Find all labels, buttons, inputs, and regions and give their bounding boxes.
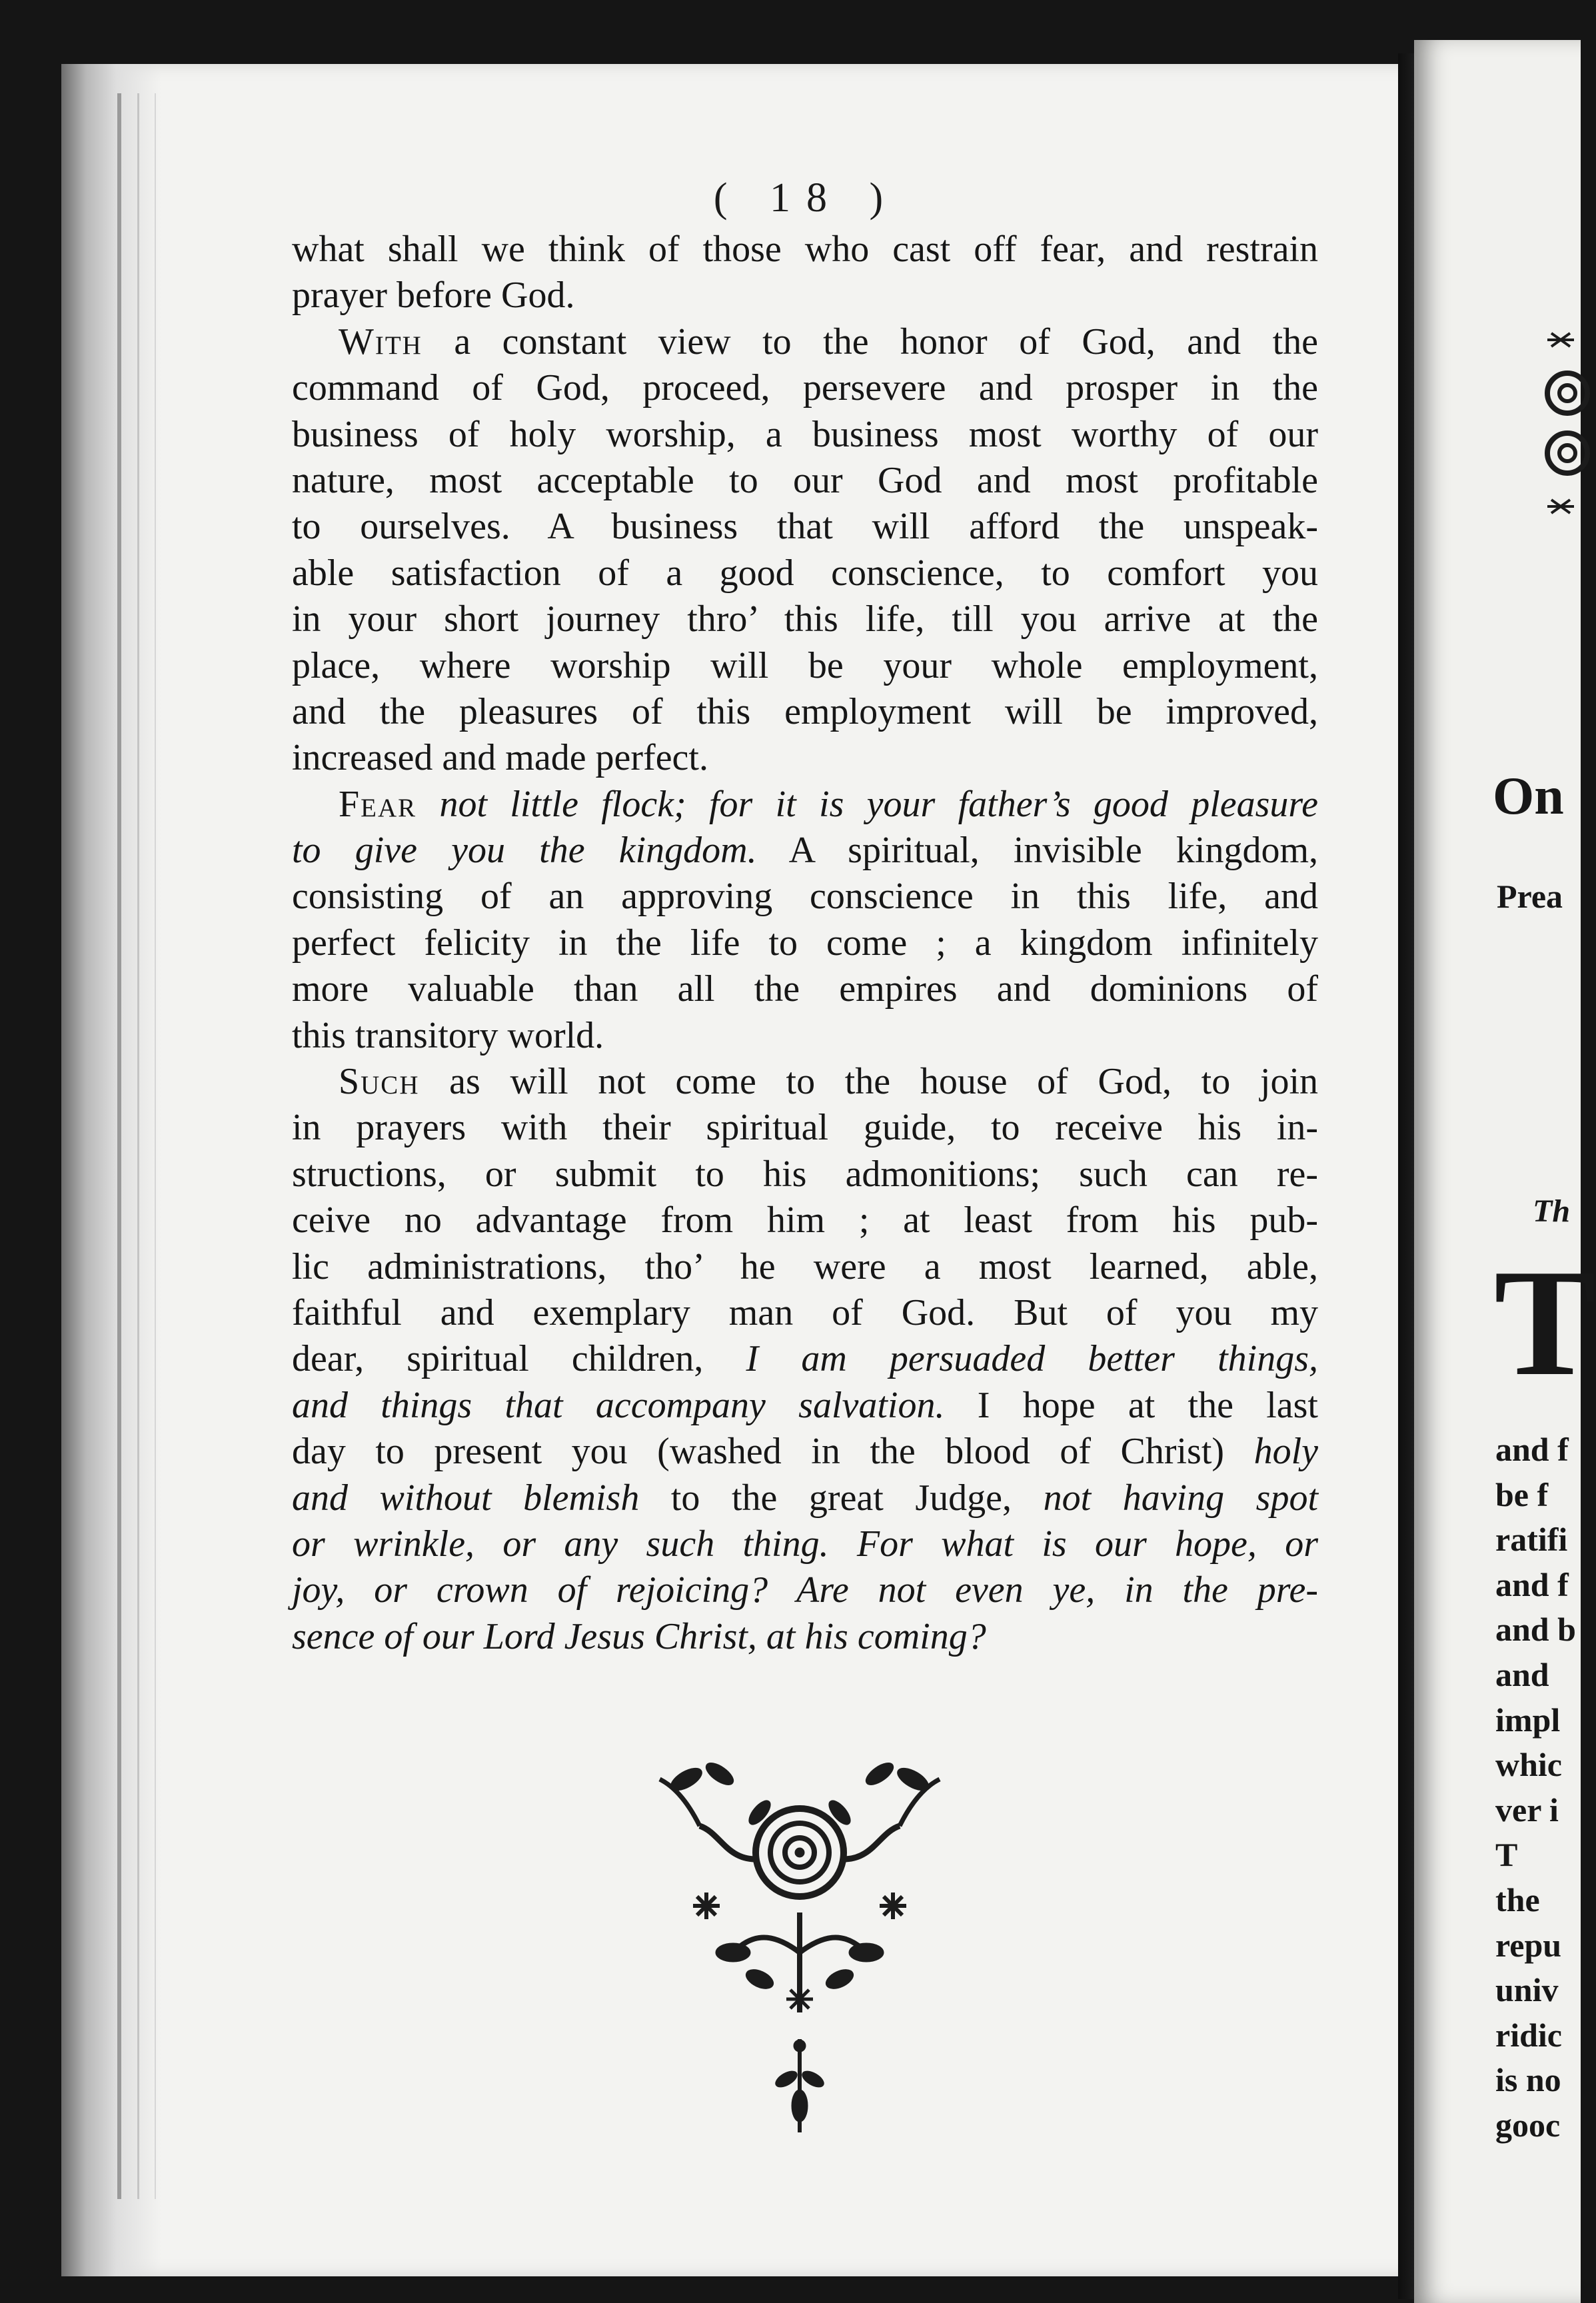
text-line: [292, 1244, 1318, 1290]
text-line: [292, 966, 1318, 1012]
italic-text: or wrinkle, or any such thing. For what is our hope, or: [292, 1523, 1318, 1565]
right-page-line: ver i: [1495, 1791, 1559, 1829]
text-line: [292, 1290, 1318, 1336]
text-line: [292, 365, 1318, 411]
text-segment: able satisfaction of a good conscience, to comfort you: [292, 552, 1318, 594]
text-line: [292, 504, 1318, 550]
text-segment: perfect felicity in the life to come ; a kingdom infinitely: [292, 922, 1318, 964]
floral-ornament: [660, 1759, 940, 2172]
right-page-italic-fragment: Th: [1533, 1193, 1571, 1229]
drop-cap: T: [1494, 1237, 1596, 1407]
body-text: [292, 227, 1318, 1660]
text-segment: nature, most acceptable to our God and most profitable: [292, 459, 1318, 501]
text-segment: lic administrations, tho’ he were a most learned, able,: [292, 1245, 1318, 1287]
text-line: [292, 1475, 1318, 1521]
right-page-line: ratifi: [1495, 1521, 1568, 1559]
right-page-subheading: Prea: [1497, 878, 1563, 915]
page-edge-line: [117, 93, 121, 2199]
text-segment: in prayers with their spiritual guide, to receive his in-: [292, 1107, 1318, 1149]
text-segment: to ourselves. A business that will afford the unspeak-: [292, 506, 1318, 548]
binding-edge: [61, 64, 161, 2276]
right-page-line: be f: [1495, 1475, 1549, 1513]
italic-text: and without blemish: [292, 1477, 640, 1519]
text-segment: day to present you (washed in the blood of Christ): [292, 1431, 1254, 1473]
right-page-line: ridic: [1495, 2016, 1562, 2054]
italic-text: joy, or crown of rejoicing? Are not even ye, in the pre-: [292, 1569, 1318, 1611]
text-segment: to the great Judge,: [639, 1477, 1044, 1519]
text-line: [292, 273, 1318, 319]
text-line: [292, 689, 1318, 735]
italic-text: not having spot: [1043, 1477, 1319, 1519]
italic-text: to give you the kingdom.: [292, 830, 757, 872]
text-segment: structions, or submit to his admonitions; such can re-: [292, 1153, 1318, 1195]
text-line: [292, 412, 1318, 458]
text-line: [292, 643, 1318, 689]
text-line: [292, 596, 1318, 642]
text-segment: this transitory world.: [292, 1014, 604, 1056]
page-edge-line: [137, 93, 139, 2199]
right-page-ornament: [1541, 333, 1581, 520]
text-segment: faithful and exemplary man of God. But of you my: [292, 1291, 1318, 1333]
text-line: [292, 1383, 1318, 1429]
italic-text: I am persuaded better things,: [746, 1338, 1319, 1380]
text-line: [292, 1105, 1318, 1151]
right-page-line: whic: [1495, 1746, 1562, 1784]
right-page-heading: On: [1493, 767, 1564, 826]
right-page-line: and f: [1495, 1565, 1569, 1603]
text-line: [292, 1059, 1318, 1105]
right-page-text: [1495, 1427, 1576, 2148]
text-line: [292, 1567, 1318, 1613]
text-segment: ceive no advantage from him ; at least from his pub-: [292, 1199, 1318, 1241]
right-page-line: and b: [1495, 1611, 1576, 1649]
page-edge-line: [155, 93, 156, 2199]
text-segment: increased and made perfect.: [292, 737, 708, 779]
text-segment: prayer before God.: [292, 275, 575, 317]
text-line: [292, 1429, 1318, 1475]
text-segment: in your short journey thro’ this life, till you arrive at the: [292, 598, 1318, 640]
text-line: [292, 1336, 1318, 1382]
text-line: [292, 227, 1318, 273]
text-segment: dear, spiritual children,: [292, 1338, 746, 1380]
text-line: [292, 319, 1318, 365]
text-line: [292, 920, 1318, 966]
text-line: [292, 1152, 1318, 1197]
right-page-line: gooc: [1495, 2106, 1561, 2144]
text-segment: as will not come to the house of God, to join: [419, 1061, 1318, 1103]
right-page-line: impl: [1495, 1701, 1561, 1739]
text-segment: A spiritual, invisible kingdom,: [756, 830, 1318, 872]
text-segment: I hope at the last: [944, 1384, 1318, 1426]
text-segment: a constant view to the honor of God, and the: [422, 321, 1318, 363]
text-line: [292, 828, 1318, 874]
small-caps-word: Such: [339, 1061, 420, 1103]
text-segment: business of holy worship, a business most worthy of our: [292, 413, 1318, 455]
right-page-line: and: [1495, 1655, 1549, 1693]
right-page-line: T: [1495, 1836, 1518, 1874]
text-line: [292, 874, 1318, 920]
text-line: [292, 550, 1318, 596]
italic-text: holy: [1253, 1431, 1318, 1473]
right-page-line: and f: [1495, 1431, 1569, 1468]
small-caps-word: With: [339, 321, 422, 363]
text-segment: more valuable than all the empires and dominions of: [292, 968, 1318, 1010]
text-line: [292, 782, 1318, 828]
italic-text: sence of our Lord Jesus Christ, at his coming?: [292, 1615, 986, 1657]
text-segment: consisting of an approving conscience in this life, and: [292, 876, 1318, 918]
text-line: [292, 1521, 1318, 1567]
italic-text: not little flock; for it is your father’s good pleasure: [416, 783, 1318, 825]
text-line: [292, 1614, 1318, 1660]
text-segment: command of God, proceed, persevere and prosper in the: [292, 367, 1318, 409]
text-segment: and the pleasures of this employment will be improved,: [292, 690, 1318, 732]
text-line: [292, 735, 1318, 781]
right-page-line: repu: [1495, 1926, 1562, 1964]
right-page-line: the: [1495, 1881, 1540, 1919]
italic-text: and things that accompany salvation.: [292, 1384, 945, 1426]
text-segment: place, where worship will be your whole employment,: [292, 644, 1318, 686]
text-line: [292, 1197, 1318, 1243]
small-caps-word: Fear: [339, 783, 417, 825]
text-line: [292, 1013, 1318, 1059]
right-page: [1414, 40, 1596, 2303]
right-page-line: univ: [1495, 1971, 1559, 2009]
page-number: ( 18 ): [713, 175, 900, 221]
text-segment: what shall we think of those who cast off fear, and restrain: [292, 229, 1318, 270]
text-line: [292, 458, 1318, 504]
right-page-line: is no: [1495, 2061, 1561, 2099]
